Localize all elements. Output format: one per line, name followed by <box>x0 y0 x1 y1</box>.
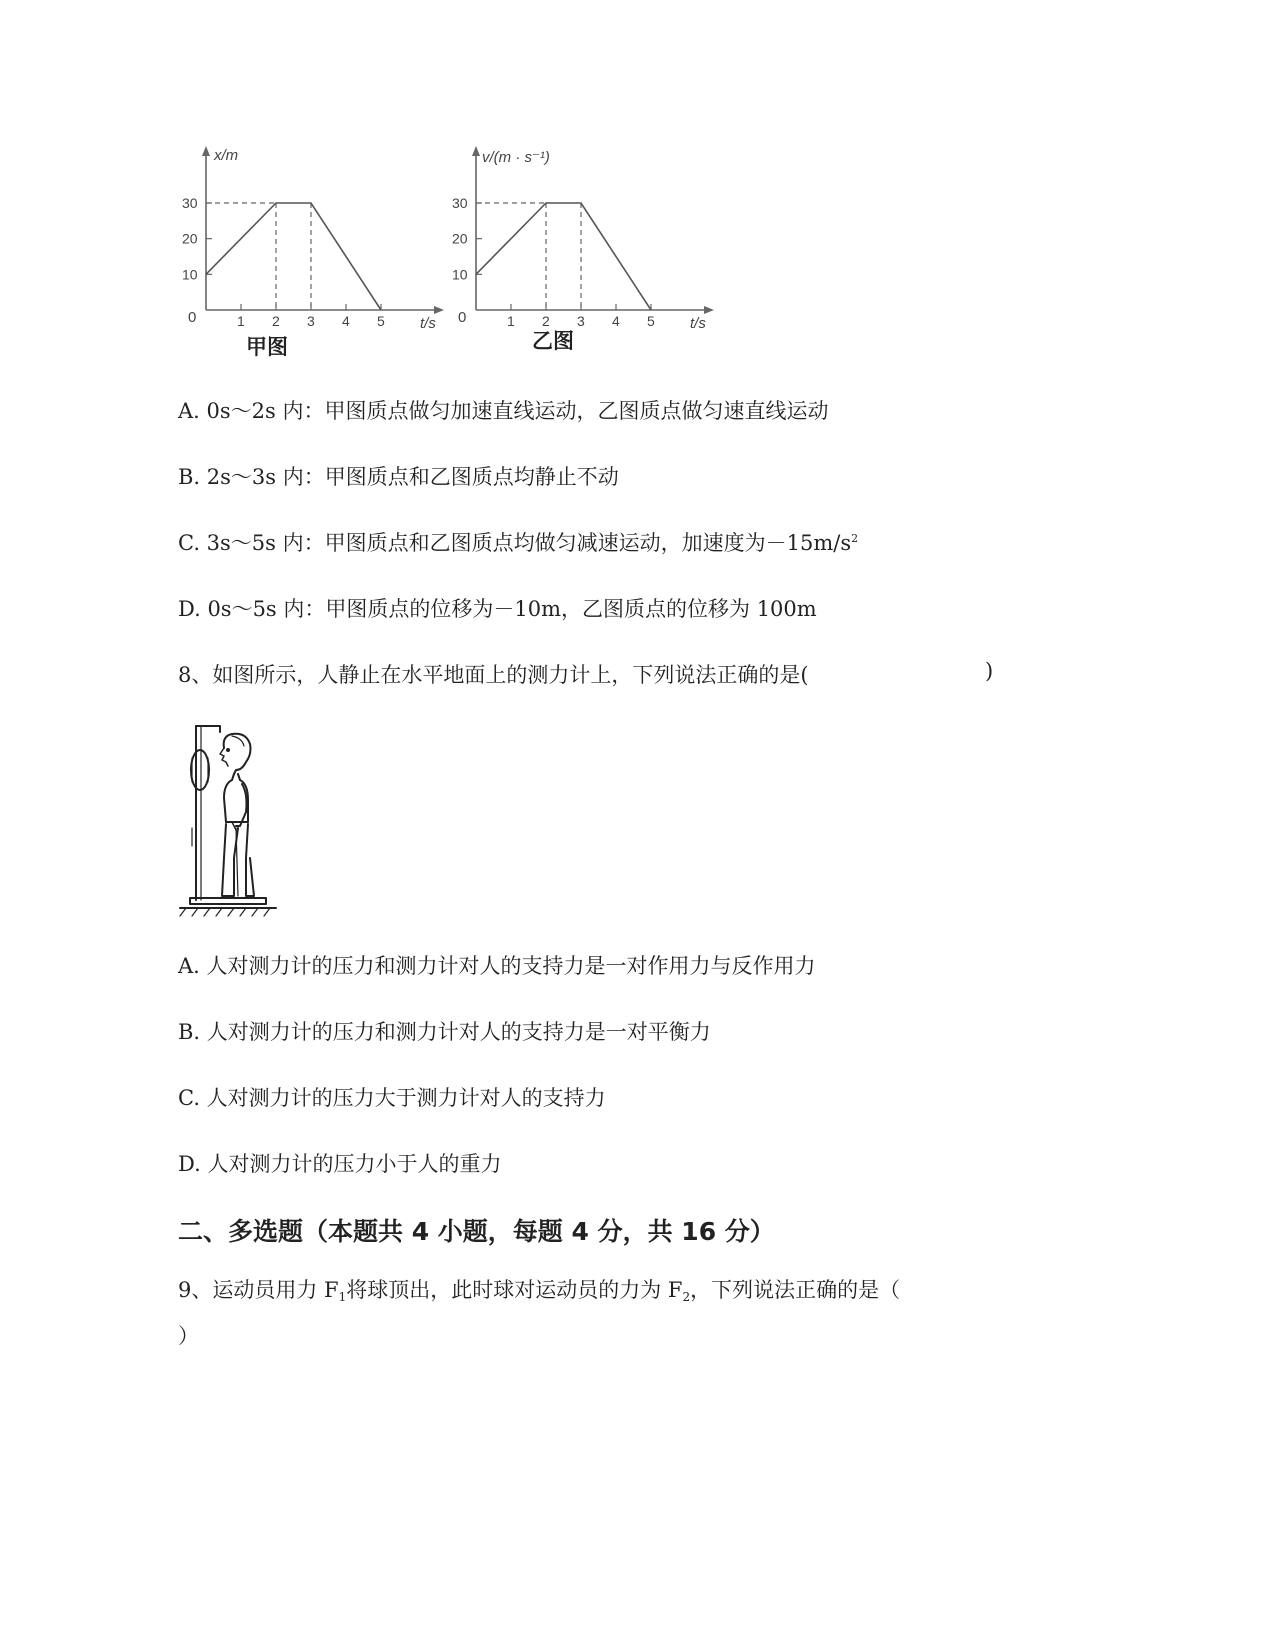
q9-sub1: 1 <box>338 1290 347 1304</box>
graph-b-x-label: t/s <box>690 315 706 332</box>
q8-option-d: D. 人对测力计的压力小于人的重力 <box>178 1152 502 1176</box>
q7-option-a: A. 0s～2s 内：甲图质点做匀加速直线运动，乙图质点做匀速直线运动 <box>178 399 829 423</box>
q9-part2: 将球顶出，此时球对运动员的力为 F <box>346 1278 683 1302</box>
q8-option-b: B. 人对测力计的压力和测力计对人的支持力是一对平衡力 <box>178 1020 711 1044</box>
q7-option-d: D. 0s～5s 内：甲图质点的位移为－10m，乙图质点的位移为 100m <box>178 597 817 621</box>
graph-b-series-line <box>476 203 651 310</box>
graph-b-origin: 0 <box>458 309 467 326</box>
q9-sub2: 2 <box>682 1290 691 1304</box>
q7-option-c-text: C. 3s～5s 内：甲图质点和乙图质点均做匀减速运动，加速度为－15m/s <box>178 531 852 555</box>
y-axis-arrow <box>202 146 210 156</box>
q8-stem-paren: ) <box>985 659 994 683</box>
graph-a-caption: 甲图 <box>246 335 288 359</box>
q9-part3: ，下列说法正确的是（ <box>690 1278 901 1302</box>
x-tick-label: 3 <box>577 313 585 329</box>
graph-b-caption: 乙图 <box>532 329 574 353</box>
person-on-scale-figure <box>176 718 286 918</box>
x-tick-label: 3 <box>307 313 315 329</box>
q9-part1: 9、运动员用力 F <box>178 1278 339 1302</box>
q7-option-c-sup: 2 <box>851 532 859 545</box>
graph-yi <box>446 140 721 365</box>
y-tick-label: 10 <box>182 266 198 283</box>
y-axis-arrow <box>472 146 480 156</box>
x-tick-label: 1 <box>507 313 515 329</box>
x-tick-label: 2 <box>542 313 550 329</box>
x-tick-label: 5 <box>647 313 655 329</box>
x-tick-label: 4 <box>342 313 350 329</box>
x-tick-label: 2 <box>272 313 280 329</box>
graph-jia <box>176 140 451 365</box>
y-tick-label: 20 <box>452 230 468 247</box>
graph-a-series-line <box>206 203 381 310</box>
x-tick-label: 4 <box>612 313 620 329</box>
q9-stem <box>178 1274 900 1304</box>
q7-option-c <box>178 527 858 557</box>
y-tick-label: 30 <box>182 195 198 211</box>
graph-b-y-label: v/(m · s⁻¹) <box>482 149 550 166</box>
q8-stem: 8、如图所示，人静止在水平地面上的测力计上，下列说法正确的是( <box>178 663 809 687</box>
q7-option-b: B. 2s～3s 内：甲图质点和乙图质点均静止不动 <box>178 465 619 489</box>
x-axis-arrow <box>704 306 714 314</box>
q8-option-c: C. 人对测力计的压力大于测力计对人的支持力 <box>178 1086 606 1110</box>
x-tick-label: 1 <box>237 313 245 329</box>
graph-a-x-label: t/s <box>420 315 436 332</box>
y-tick-label: 20 <box>182 230 198 247</box>
x-axis-arrow <box>434 306 444 314</box>
q9-stem-paren: ） <box>178 1324 199 1348</box>
graph-a-y-label: x/m <box>214 147 239 164</box>
section-heading: 二、多选题（本题共 4 小题，每题 4 分，共 16 分） <box>178 1217 775 1246</box>
y-tick-label: 10 <box>452 266 468 283</box>
x-tick-label: 5 <box>377 313 385 329</box>
y-tick-label: 30 <box>452 195 468 211</box>
graph-a-origin: 0 <box>188 309 197 326</box>
q8-option-a: A. 人对测力计的压力和测力计对人的支持力是一对作用力与反作用力 <box>178 954 816 978</box>
